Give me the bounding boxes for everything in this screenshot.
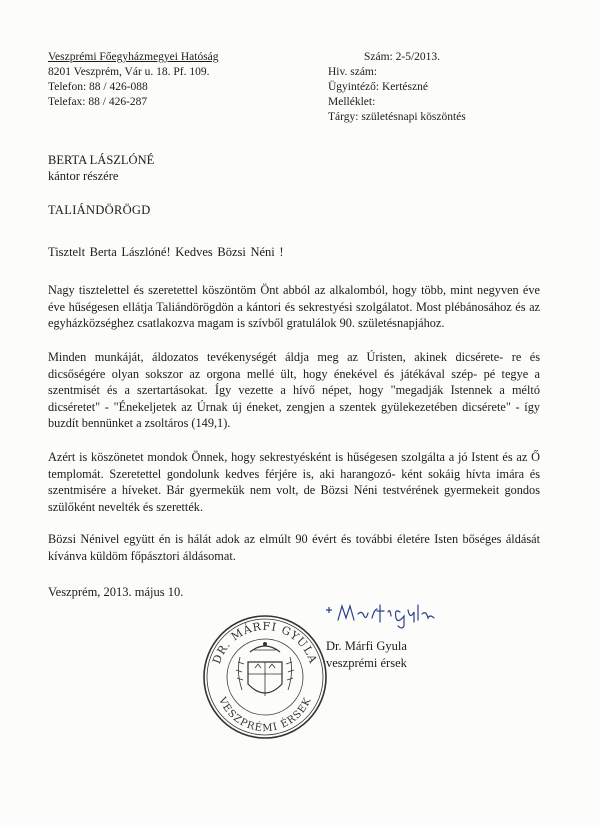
reference-block	[328, 50, 466, 125]
episcopal-seal	[200, 612, 330, 747]
greeting: Tisztelt Berta Lászlóné! Kedves Bözsi Néni !	[48, 245, 284, 259]
seal-bottom-text: VESZPRÉMI ÉRSEK	[216, 695, 314, 735]
reference-hiv-szam: Hiv. szám:	[328, 66, 378, 78]
reference-melleklet: Melléklet:	[328, 96, 376, 108]
paragraph-4: Bözsi Nénivel együtt én is hálát adok az elmúlt 90 évért és további életére Isten bőséges áldását kívánva küldöm főpásztori áldásomat.	[48, 532, 540, 563]
sender-address: 8201 Veszprém, Vár u. 18. Pf. 109.	[48, 66, 210, 78]
recipient-block	[48, 152, 154, 184]
paragraph-3: Azért is köszönetet mondok Önnek, hogy sekrestyésként is hűségesen szolgálta a jó Istent és az Ő templomát. Szeretettel gondolunk kedves férjére is, aki harangozó- ként sokáig hívta imára és szentmisére a híveket. Bár gyermekük nem volt, de Bözsi Néni testvérének gyermekeit gondos szülőként nevelték és szerették.	[48, 450, 540, 514]
recipient-name: BERTA LÁSZLÓNÉ	[48, 153, 155, 167]
reference-ugyintezo: Ügyintéző: Kertészné	[328, 81, 428, 93]
seal-top-text: DR. MÁRFI GYULA	[210, 619, 320, 666]
signer-name: Dr. Márfi Gyula	[326, 639, 407, 653]
sender-phone: Telefon: 88 / 426-088	[48, 81, 148, 93]
signer-block	[326, 638, 407, 672]
reference-targy: Tárgy: születésnapi köszöntés	[328, 111, 466, 123]
reference-number: Szám: 2-5/2013.	[364, 51, 441, 63]
recipient-place: TALIÁNDÖRÖGD	[48, 203, 151, 217]
sender-block	[48, 50, 219, 110]
sender-fax: Telefax: 88 / 426-287	[48, 96, 148, 108]
sender-organization: Veszprémi Főegyházmegyei Hatóság	[48, 51, 219, 63]
paragraph-2: Minden munkáját, áldozatos tevékenységét áldja meg az Úristen, akinek dicsérete- re és dicsőségére olyan sokszor az orgona mellé ült, hogy énekével és játékával szép- pé tegye a szentmisét és a szertartásokat. Így vezette a hívő népet, hogy "megadják Istennek a méltó dicséretet" - "Énekeljetek az Úrnak új éneket, zengjen a szentek gyülekezetében dicsérete" - így buzdít bennünket a zsoltáros (149,1).	[48, 350, 540, 431]
handwritten-signature	[322, 600, 442, 635]
paragraph-1: Nagy tisztelettel és szeretettel köszöntöm Önt abból az alkalomból, hogy több, mint negyven éve éve hűségesen ellátja Taliándörögdön a kántori és sekrestyési szolgálatot. Most plébánosához és az egyházközséghez csatlakozva magam is szívből gratulálok 90. születésnapjához.	[48, 283, 540, 331]
recipient-role: kántor részére	[48, 169, 119, 183]
date-line: Veszprém, 2013. május 10.	[48, 585, 184, 599]
signer-title: veszprémi érsek	[326, 656, 407, 670]
